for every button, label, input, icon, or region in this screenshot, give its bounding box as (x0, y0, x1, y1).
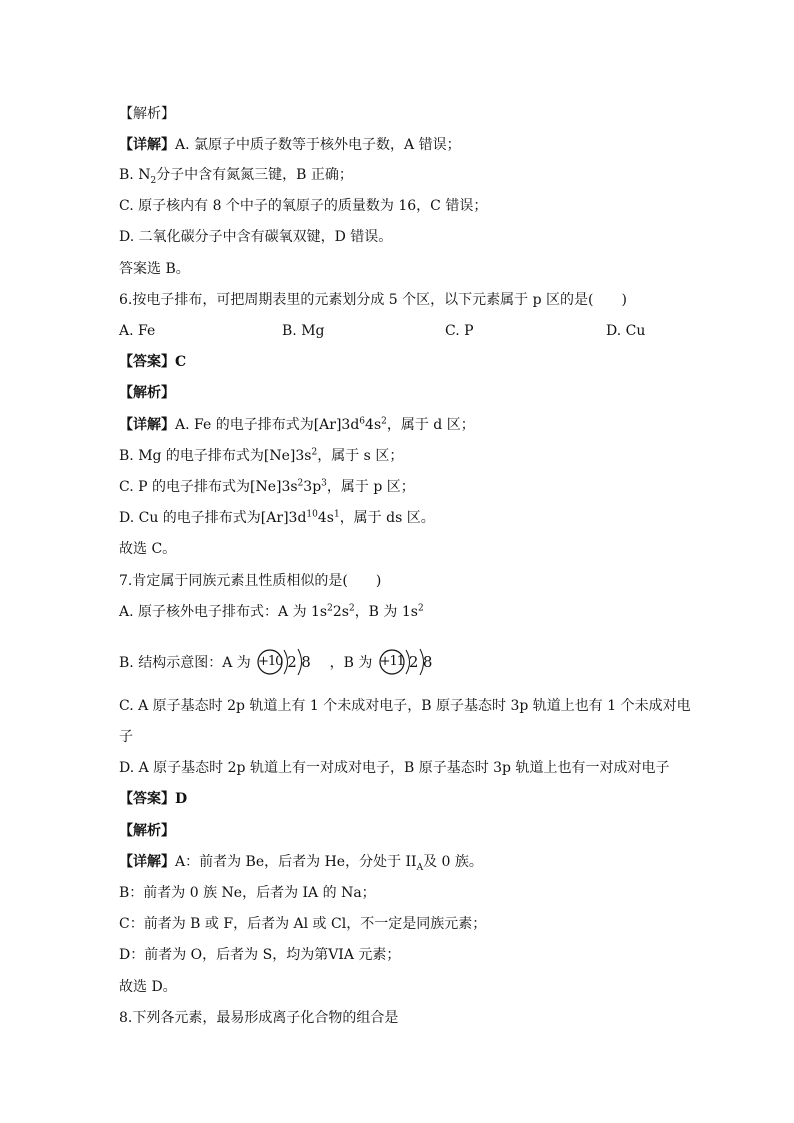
q7-option-a: A. 原子核外电子排布式：A 为 $1s^22s^2$，B 为 $1s^2$ (119, 603, 424, 620)
q6-answer: 【答案】C (119, 354, 187, 370)
shell-1-electrons: 2 (287, 653, 297, 671)
detail-label: 【详解】 (119, 854, 175, 870)
q7-explain-c: C：前者为 B 或 F，后者为 Al 或 Cl，不一定是同族元素； (119, 916, 487, 932)
shell-2-electrons: 8 (422, 653, 433, 671)
q7-explain-a: 【详解】A：前者为 Be，后者为 He，分处于 $II_A$及 0 族。 (119, 854, 483, 873)
q6-detail-d: D. Cu 的电子排布式为$[Ar]3d^{10}4s^1$，属于 ds 区。 (119, 509, 435, 526)
atom-structure-diagram-b (379, 646, 445, 678)
q5-answer-pick: 答案选 B。 (119, 261, 190, 277)
shell-1-electrons: 2 (408, 653, 419, 671)
atom-structure-diagram-a (257, 646, 323, 678)
q6-option-b: B. Mg (282, 323, 325, 339)
q5-detail-c: C. 原子核内有 8 个中子的氧原子的质量数为 16，C 错误； (119, 198, 488, 214)
q7-explain-d: D：前者为 O，后者为 S，均为第VIA 元素； (119, 947, 401, 963)
q7-analysis-heading: 【解析】 (119, 823, 175, 839)
q7-conclusion: 故选 D。 (119, 979, 177, 995)
q7-answer: 【答案】D (119, 791, 188, 807)
q7-option-c-line2: 子 (119, 729, 133, 745)
q6-detail-b: B. Mg 的电子排布式为$[Ne]3s^2$，属于 s 区； (119, 447, 404, 464)
detail-label: 【详解】 (119, 417, 175, 433)
shell-2-electrons: 8 (301, 653, 311, 671)
q7-option-b: B. 结构示意图：A 为 +10 2 8 ，B 为 +11 2 8 (119, 646, 447, 674)
q6-question: 6.按电子排布，可把周期表里的元素划分成 5 个区，以下元素属于 p 区的是( ) (119, 292, 627, 308)
detail-label: 【详解】 (119, 137, 175, 153)
q6-option-a: A. Fe (119, 323, 156, 339)
q6-option-d: D. Cu (606, 323, 646, 339)
q6-option-c: C. P (445, 323, 474, 339)
q5-detail-a: 【详解】A. 氯原子中质子数等于核外电子数，A 错误； (119, 137, 461, 153)
q6-detail-c: C. P 的电子排布式为$[Ne]3s^23p^3$，属于 p 区； (119, 478, 415, 495)
q8-question: 8.下列各元素，最易形成离子化合物的组合是 (119, 1010, 399, 1026)
q7-question: 7.肯定属于同族元素且性质相似的是( ) (119, 573, 382, 589)
q5-detail-d: D. 二氧化碳分子中含有碳氧双键，D 错误。 (119, 229, 393, 245)
nucleus-charge: +10 (257, 654, 283, 669)
q7-option-c-line1: C. A 原子基态时 2p 轨道上有 1 个未成对电子，B 原子基态时 3p 轨道上也有 1 个未成对电 (119, 698, 691, 714)
q7-explain-b: B：前者为 0 族 Ne，后者为 IA 的 Na； (119, 885, 376, 901)
q7-option-d: D. A 原子基态时 2p 轨道上有一对成对电子，B 原子基态时 3p 轨道上也有一对成对电子 (119, 760, 670, 776)
q6-detail-a: 【详解】A. Fe 的电子排布式为$[Ar]3d^64s^2$，属于 d 区； (119, 416, 475, 433)
nucleus-charge: +11 (379, 654, 405, 669)
q5-analysis-heading: 【解析】 (119, 106, 175, 122)
q5-detail-b: B. $N_2$分子中含有氮氮三键，B 正确； (119, 167, 353, 186)
q6-conclusion: 故选 C。 (119, 541, 177, 557)
q6-analysis-heading: 【解析】 (119, 385, 175, 401)
